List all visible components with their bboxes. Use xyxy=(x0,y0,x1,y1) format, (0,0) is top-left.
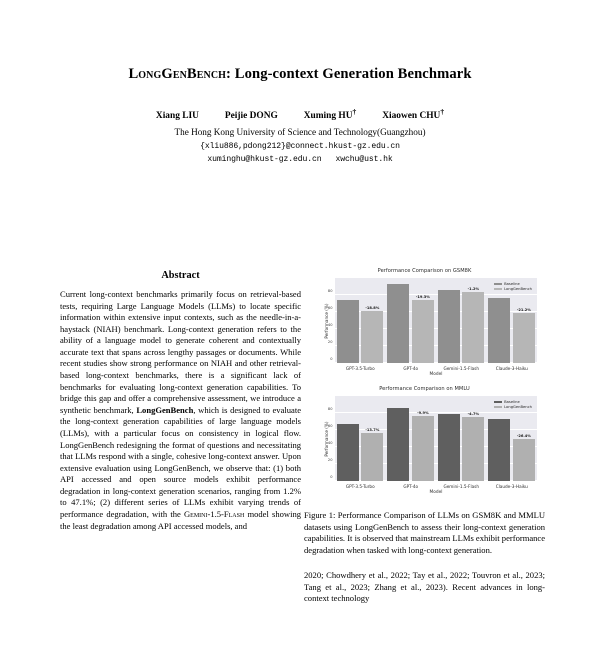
abstract-text xyxy=(60,289,301,532)
author-2: Peijie DONG xyxy=(224,110,278,121)
chart-gsm8k-xlabel: Model xyxy=(429,371,443,377)
bar-baseline xyxy=(438,414,460,481)
title-rest: : Long-context Generation Benchmark xyxy=(226,66,472,82)
bar-longgenbench xyxy=(412,295,434,363)
figure-caption-text: Performance Comparison of LLMs on GSM8K and MMLU datasets using LongGenBench to assess their long-context generation capabilities. It is observed that mainstream LLMs exhibit performance degradation when tasked with long-context generation. xyxy=(304,510,545,555)
bar-value-label: -18.8% xyxy=(365,306,380,311)
chart-gsm8k-plot xyxy=(324,278,537,377)
abstract-part-1: Current long-context benchmarks primarily focus on retrieval-based tests, requiring Large Language Models (LLMs) to locate specific information within extensive input contexts, such as the needle-in-a-haystack (NIAH) benchmark. Long-context generation refers to the ability of a language model to generate coherent and contextually accurate text that spans across lengthy passages or documents. While recent studies show strong performance on NIAH and other retrieval-based long-context benchmarks, there is a significant lack of benchmarks for evaluating long-context generation capabilities. To bridge this gap and offer a comprehensive assessment, we introduce a synthetic benchmark, xyxy=(60,289,301,415)
paper-page xyxy=(0,66,600,666)
bar-group xyxy=(386,278,437,371)
email-xwchu: xwchu@ust.hk xyxy=(335,154,393,164)
legend-label-baseline: Baseline xyxy=(504,282,520,286)
email-line-1: {xliu886,pdong212}@connect.hkust-gz.edu.cn xyxy=(200,141,400,151)
abstract-bold-term: LongGenBench xyxy=(136,404,194,415)
two-column-body xyxy=(0,266,600,666)
bar-baseline xyxy=(488,298,510,363)
y-axis-tick: 0 xyxy=(330,357,333,361)
bar-longgenbench xyxy=(513,434,535,481)
y-axis-tick: 20 xyxy=(327,458,333,462)
legend-label-baseline-mmlu: Baseline xyxy=(504,400,520,404)
chart-mmlu-ylabel: Performance (%) xyxy=(324,420,330,457)
bar-group xyxy=(335,278,386,371)
bar-baseline xyxy=(387,284,409,363)
bar-value-label: -19.3% xyxy=(415,295,430,300)
chart-mmlu xyxy=(304,384,545,501)
left-column xyxy=(60,266,301,532)
author-3-dagger: † xyxy=(352,106,357,116)
y-axis-tick: 60 xyxy=(327,424,333,428)
chart-mmlu-xlabel: Model xyxy=(429,489,443,495)
bar-baseline xyxy=(387,408,409,481)
x-axis-tick: GPT-4o xyxy=(403,483,419,489)
bar-group xyxy=(436,396,487,489)
y-axis-tick: 80 xyxy=(327,407,333,411)
figure-1 xyxy=(304,266,545,556)
bar-longgenbench xyxy=(462,412,484,481)
bar-longgenbench xyxy=(462,286,484,363)
bar-value-label: -26.4% xyxy=(516,434,531,439)
author-list xyxy=(0,107,600,121)
author-4: Xiaowen CHU† xyxy=(382,106,445,121)
bar-group xyxy=(487,278,538,371)
abstract-part-2: , which is designed to evaluate the long-context generation capabilities of large language models (LLMs), with a particular focus on consistency in logical flow. LongGenBench redesigning the format of questions and necessitating that LLMs respond with a single, cohesive long-context answer. Upon extensive evaluation using LongGenBench, we observe that: (1) both API accessed and open source models exhibit performance degradation in long-context generation scenarios, ranging from 1.2% to 47.1%; (2) different series of LLMs exhibit varying trends of performance degradation, with the xyxy=(60,404,301,519)
x-axis-tick: GPT-3.5-Turbo xyxy=(345,483,375,489)
references-text: 2020; Chowdhery et al., 2022; Tay et al., 2022; Touvron et al., 2023; Tang et al., 2023; Zhang et al., 2023). Recent advances in long-context technology xyxy=(304,570,545,604)
abstract-part-3: model showing the least degradation among API accessed models, and xyxy=(60,508,301,531)
y-axis-tick: 60 xyxy=(327,306,333,310)
bar-baseline xyxy=(337,424,359,481)
bar-group xyxy=(386,396,437,489)
page-title xyxy=(40,66,560,84)
x-axis-tick: GPT-4o xyxy=(403,365,419,371)
bar-group xyxy=(436,278,487,371)
author-3: Xuming HU† xyxy=(303,106,357,121)
bar-longgenbench xyxy=(412,410,434,481)
chart-mmlu-plot xyxy=(324,396,537,495)
bar-longgenbench xyxy=(513,307,535,363)
affiliation: The Hong Kong University of Science and Technology(Guangzhou) xyxy=(174,126,426,137)
bar-value-label: -1.2% xyxy=(467,286,480,291)
author-4-dagger: † xyxy=(440,106,445,116)
bar-group xyxy=(487,396,538,489)
chart-gsm8k xyxy=(304,266,545,383)
chart-mmlu-title: Performance Comparison on MMLU xyxy=(379,386,470,392)
abstract-smallcaps-term: Gemini-1.5-Flash xyxy=(184,508,245,519)
bar-value-label: -4.7% xyxy=(467,412,480,417)
bar-group xyxy=(335,396,386,489)
y-axis-tick: 80 xyxy=(327,289,333,293)
right-column xyxy=(304,266,545,614)
x-axis-tick: Claude-3-Haiku xyxy=(495,365,528,371)
y-axis-tick: 0 xyxy=(330,475,333,479)
chart-gsm8k-ylabel: Performance (%) xyxy=(324,302,330,339)
bar-longgenbench xyxy=(361,306,383,363)
legend-label-longgenbench: LongGenBench xyxy=(504,287,532,291)
bar-longgenbench xyxy=(361,428,383,481)
figure-caption xyxy=(304,510,545,556)
title-smallcaps: LongGenBench xyxy=(128,66,227,82)
y-axis-tick: 20 xyxy=(327,340,333,344)
email-xuminghu: xuminghu@hkust-gz.edu.cn xyxy=(207,154,322,164)
x-axis-tick: Gemini-1.5-Flash xyxy=(443,365,480,371)
figure-caption-label: Figure 1: xyxy=(304,510,336,520)
y-axis-tick: 40 xyxy=(327,323,333,327)
bar-baseline xyxy=(488,419,510,481)
bar-value-label: -13.7% xyxy=(365,428,380,433)
bar-value-label: -21.2% xyxy=(516,307,531,312)
abstract-heading: Abstract xyxy=(161,270,200,281)
x-axis-tick: Gemini-1.5-Flash xyxy=(443,483,480,489)
x-axis-tick: Claude-3-Haiku xyxy=(495,483,528,489)
y-axis-tick: 40 xyxy=(327,441,333,445)
bar-baseline xyxy=(337,300,359,363)
bar-baseline xyxy=(438,290,460,363)
legend-label-longgenbench-mmlu: LongGenBench xyxy=(504,405,532,409)
chart-gsm8k-title: Performance Comparison on GSM8K xyxy=(377,268,472,274)
x-axis-tick: GPT-3.5-Turbo xyxy=(345,365,375,371)
author-1: Xiang LIU xyxy=(155,110,199,121)
email-line-2 xyxy=(0,155,600,164)
bar-value-label: -9.9% xyxy=(417,410,429,415)
